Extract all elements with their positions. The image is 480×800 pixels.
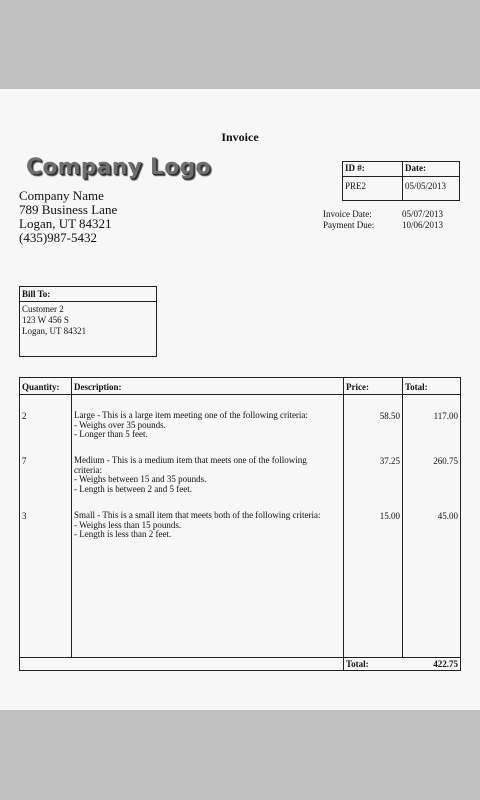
table-row bbox=[20, 446, 461, 501]
payment-due-label: Payment Due: bbox=[323, 220, 375, 230]
description-header: Description: bbox=[72, 378, 344, 395]
description-line: Small - This is a small item that meets both of the following criteria: bbox=[74, 510, 321, 521]
total-header: Total: bbox=[403, 378, 461, 395]
total-label: Total: bbox=[344, 658, 403, 671]
description-line: - Weighs over 35 pounds. bbox=[74, 419, 166, 430]
total-row bbox=[20, 658, 461, 671]
row-description bbox=[72, 501, 344, 545]
row-price: 15.00 bbox=[344, 501, 403, 545]
customer-address-line2: Logan, UT 84321 bbox=[22, 326, 87, 336]
row-description bbox=[72, 446, 344, 501]
quantity-header: Quantity: bbox=[20, 378, 72, 395]
company-address-line1: 789 Business Lane bbox=[19, 202, 118, 217]
description-line: - Longer than 5 feet. bbox=[74, 429, 148, 439]
total-row-blank bbox=[20, 658, 344, 671]
company-address-line2: Logan, UT 84321 bbox=[19, 216, 112, 231]
row-price: 37.25 bbox=[344, 446, 403, 501]
bill-to-box bbox=[19, 286, 157, 357]
row-total: 260.75 bbox=[403, 446, 461, 501]
id-date-box bbox=[342, 161, 460, 201]
payment-due-value: 10/06/2013 bbox=[402, 220, 444, 230]
row-quantity: 7 bbox=[20, 446, 72, 501]
id-label: ID #: bbox=[343, 162, 403, 177]
invoice-dates bbox=[323, 209, 443, 231]
price-header: Price: bbox=[344, 378, 403, 395]
date-label: Date: bbox=[403, 162, 460, 177]
description-line: criteria: bbox=[74, 464, 102, 475]
row-price: 58.50 bbox=[344, 395, 403, 447]
description-line: - Weighs between 15 and 35 pounds. bbox=[74, 474, 207, 485]
invoice-date-value: 05/07/2013 bbox=[402, 209, 444, 219]
id-value: PRE2 bbox=[343, 177, 403, 201]
company-name: Company Name bbox=[19, 188, 104, 203]
invoice-date-label: Invoice Date: bbox=[323, 209, 372, 219]
row-total: 117.00 bbox=[403, 395, 461, 447]
description-line: - Length is less than 2 feet. bbox=[74, 529, 172, 540]
company-info bbox=[19, 189, 117, 245]
bill-to-label: Bill To: bbox=[20, 287, 156, 302]
description-line: - Weighs less than 15 pounds. bbox=[74, 519, 182, 530]
customer-address-line1: 123 W 456 S bbox=[22, 315, 69, 325]
row-total: 45.00 bbox=[403, 501, 461, 545]
company-logo: Company Logo bbox=[26, 155, 211, 180]
row-description bbox=[72, 395, 344, 447]
customer-name: Customer 2 bbox=[22, 304, 64, 314]
row-quantity: 3 bbox=[20, 501, 72, 545]
total-value: 422.75 bbox=[403, 658, 461, 671]
description-line: - Length is between 2 and 5 feet. bbox=[74, 483, 192, 494]
table-filler-row bbox=[20, 546, 461, 658]
table-row bbox=[20, 395, 461, 447]
date-value: 05/05/2013 bbox=[403, 177, 460, 201]
line-items-table bbox=[19, 377, 461, 671]
description-line: Medium - This is a medium item that meets one of the following bbox=[74, 455, 307, 466]
table-row bbox=[20, 501, 461, 545]
description-line: Large - This is a large item meeting one of the following criteria: bbox=[74, 410, 308, 420]
invoice-page bbox=[0, 89, 480, 710]
invoice-title: Invoice bbox=[221, 130, 259, 144]
row-quantity: 2 bbox=[20, 395, 72, 447]
company-phone: (435)987-5432 bbox=[19, 230, 97, 245]
